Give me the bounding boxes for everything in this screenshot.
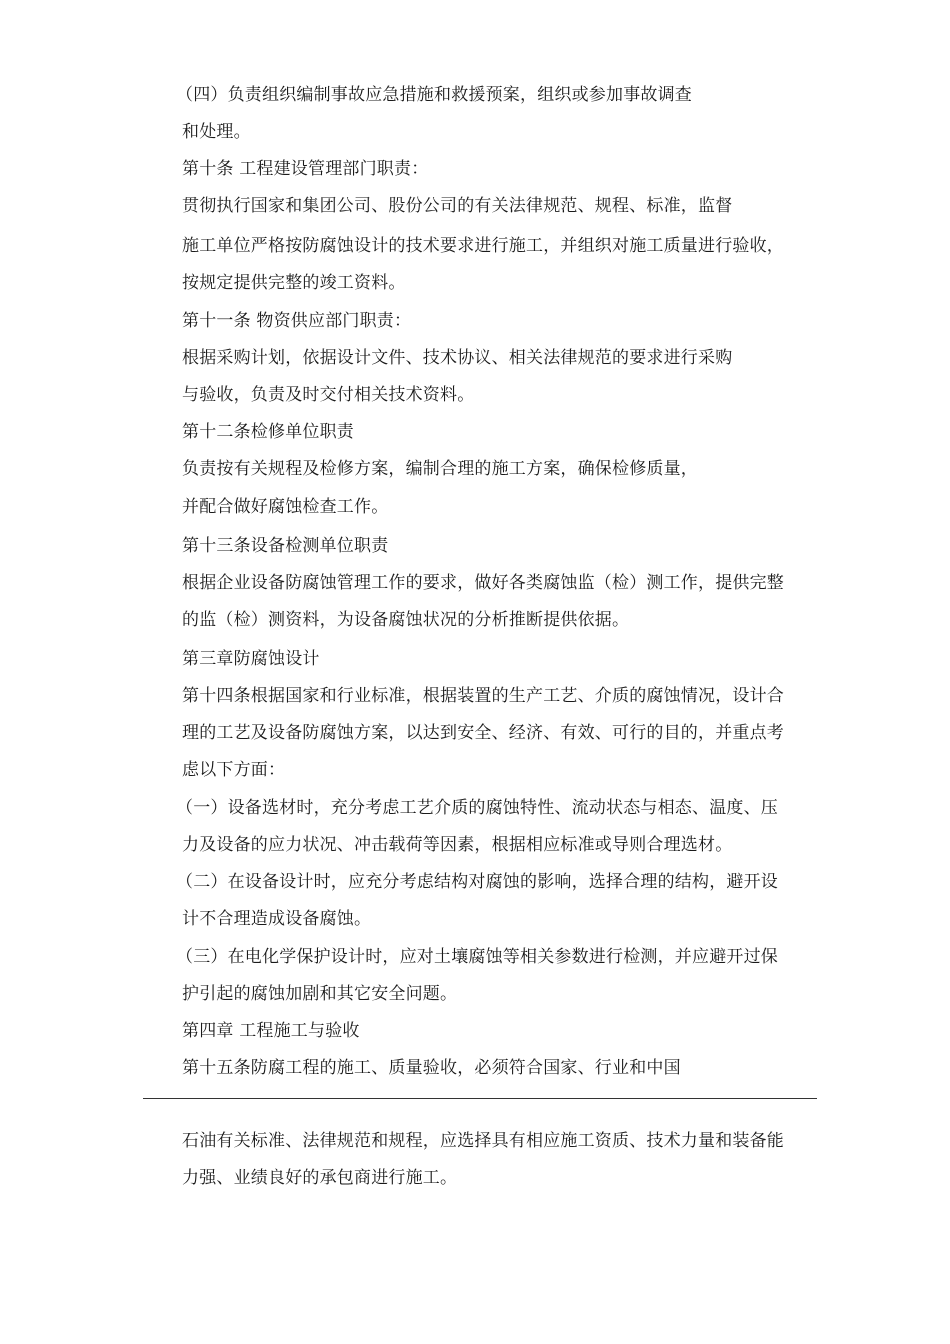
text-line: （二）在设备设计时，应充分考虑结构对腐蚀的影响，选择合理的结构，避开设 [176, 872, 778, 892]
article-heading: 第十二条检修单位职责 [182, 422, 354, 442]
text-line: 第十四条根据国家和行业标准，根据装置的生产工艺、介质的腐蚀情况，设计合 [182, 686, 784, 706]
text-line: 施工单位严格按防腐蚀设计的技术要求进行施工，并组织对施工质量进行验收， [182, 236, 784, 256]
text-line: 按规定提供完整的竣工资料。 [182, 273, 406, 293]
article-heading: 第十条 工程建设管理部门职责： [182, 159, 429, 179]
text-line: 虑以下方面： [182, 760, 286, 780]
text-line: 贯彻执行国家和集团公司、股份公司的有关法律规范、规程、标准，监督 [182, 196, 733, 216]
text-line: 的监（检）测资料，为设备腐蚀状况的分析推断提供依据。 [182, 610, 630, 630]
text-line: （一）设备选材时，充分考虑工艺介质的腐蚀特性、流动状态与相态、温度、压 [176, 798, 778, 818]
chapter-heading: 第三章防腐蚀设计 [182, 649, 320, 669]
text-line: 第十五条防腐工程的施工、质量验收，必须符合国家、行业和中国 [182, 1058, 681, 1078]
text-line: （三）在电化学保护设计时，应对土壤腐蚀等相关参数进行检测，并应避开过保 [176, 947, 778, 967]
page-divider [143, 1098, 817, 1099]
text-line: 石油有关标准、法律规范和规程，应选择具有相应施工资质、技术力量和装备能 [182, 1131, 784, 1151]
text-line: 护引起的腐蚀加剧和其它安全问题。 [182, 984, 458, 1004]
text-line: 并配合做好腐蚀检查工作。 [182, 497, 389, 517]
article-heading: 第十三条设备检测单位职责 [182, 536, 389, 556]
text-line: 力及设备的应力状况、冲击载荷等因素，根据相应标准或导则合理选材。 [182, 835, 733, 855]
text-line: 负责按有关规程及检修方案，编制合理的施工方案，确保检修质量， [182, 459, 698, 479]
text-line: 和处理。 [182, 122, 251, 142]
text-line: 与验收，负责及时交付相关技术资料。 [182, 385, 475, 405]
text-line: 理的工艺及设备防腐蚀方案，以达到安全、经济、有效、可行的目的，并重点考 [182, 723, 784, 743]
text-line: 计不合理造成设备腐蚀。 [182, 909, 372, 929]
article-heading: 第十一条 物资供应部门职责： [182, 311, 412, 331]
text-line: 力强、业绩良好的承包商进行施工。 [182, 1168, 458, 1188]
chapter-heading: 第四章 工程施工与验收 [182, 1021, 360, 1041]
text-line: 根据企业设备防腐蚀管理工作的要求，做好各类腐蚀监（检）测工作，提供完整 [182, 573, 784, 593]
text-line: 根据采购计划，依据设计文件、技术协议、相关法律规范的要求进行采购 [182, 348, 733, 368]
text-line: （四）负责组织编制事故应急措施和救援预案，组织或参加事故调查 [176, 85, 692, 105]
